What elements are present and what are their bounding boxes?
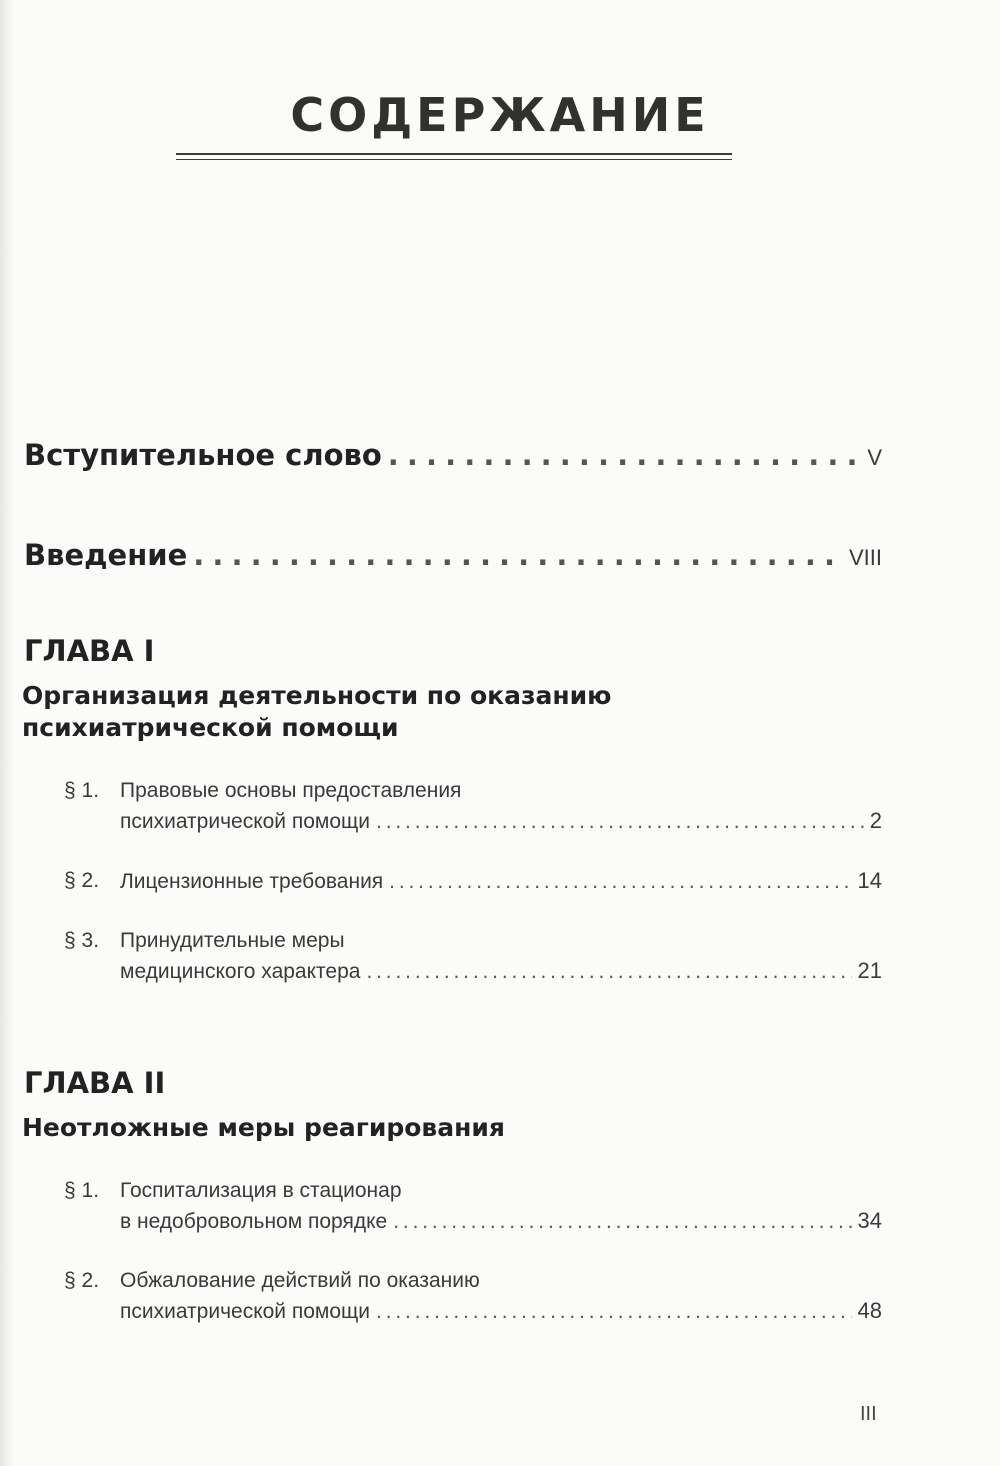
toc-entry-page: VIII xyxy=(848,545,882,570)
chapter-title-line: психиатрической помощи xyxy=(22,713,399,742)
dot-leader xyxy=(193,538,843,572)
section-page: 2 xyxy=(869,808,882,833)
toc-section-2-1[interactable] xyxy=(64,1176,882,1236)
dot-leader xyxy=(376,807,864,837)
chapter-title-line: Организация деятельности по оказанию xyxy=(22,681,612,710)
section-number: § 3. xyxy=(64,929,100,952)
contents-title: СОДЕРЖАНИЕ xyxy=(290,88,710,142)
toc-entry-introduction[interactable] xyxy=(24,538,882,572)
section-page: 21 xyxy=(857,958,882,983)
section-page: 48 xyxy=(857,1298,882,1323)
section-title-row xyxy=(120,1296,882,1327)
toc-section-1-3[interactable] xyxy=(64,926,882,986)
section-title-line1: Обжалование действий по оказанию xyxy=(120,1269,480,1292)
section-title-line2: психиатрической помощи xyxy=(120,810,371,833)
dot-leader xyxy=(366,957,851,987)
chapter-1-label: ГЛАВА I xyxy=(24,634,155,668)
section-page: 34 xyxy=(857,1208,882,1233)
section-title-row xyxy=(120,1206,882,1237)
chapter-2-title xyxy=(22,1112,505,1144)
toc-section-1-1[interactable] xyxy=(64,776,882,836)
title-double-rule xyxy=(176,153,732,160)
dot-leader xyxy=(376,1297,851,1327)
dot-leader xyxy=(393,1207,851,1237)
toc-section-2-2[interactable] xyxy=(64,1266,882,1326)
dot-leader xyxy=(389,867,851,897)
section-title-line2: медицинского характера xyxy=(120,960,361,983)
chapter-1-title xyxy=(22,680,611,744)
section-title-line2: Лицензионные требования xyxy=(120,870,384,893)
toc-section-1-2[interactable] xyxy=(64,866,882,896)
section-number: § 1. xyxy=(64,779,100,802)
dot-leader xyxy=(388,438,862,472)
section-title-line2: в недобровольном порядке xyxy=(120,1210,388,1233)
section-title-line1: Госпитализация в стационар xyxy=(120,1179,402,1202)
section-title-row xyxy=(120,866,882,897)
toc-entry-foreword[interactable] xyxy=(24,438,882,472)
section-number: § 2. xyxy=(64,1269,100,1292)
toc-entry-label: Введение xyxy=(24,538,188,572)
chapter-2-label: ГЛАВА II xyxy=(24,1066,166,1100)
section-title-line2: психиатрической помощи xyxy=(120,1300,371,1323)
toc-entry-label: Вступительное слово xyxy=(24,438,382,472)
page-edge-shadow xyxy=(0,0,14,1466)
section-title-line1: Принудительные меры xyxy=(120,929,345,952)
page-folio: III xyxy=(860,1403,877,1425)
section-title-line1: Правовые основы предоставления xyxy=(120,779,462,802)
section-number: § 1. xyxy=(64,1179,100,1202)
section-title-row xyxy=(120,956,882,987)
section-title-row xyxy=(120,806,882,837)
toc-entry-page: V xyxy=(867,445,882,470)
section-number: § 2. xyxy=(64,869,100,892)
chapter-title-line: Неотложные меры реагирования xyxy=(22,1113,505,1142)
section-page: 14 xyxy=(857,868,882,893)
